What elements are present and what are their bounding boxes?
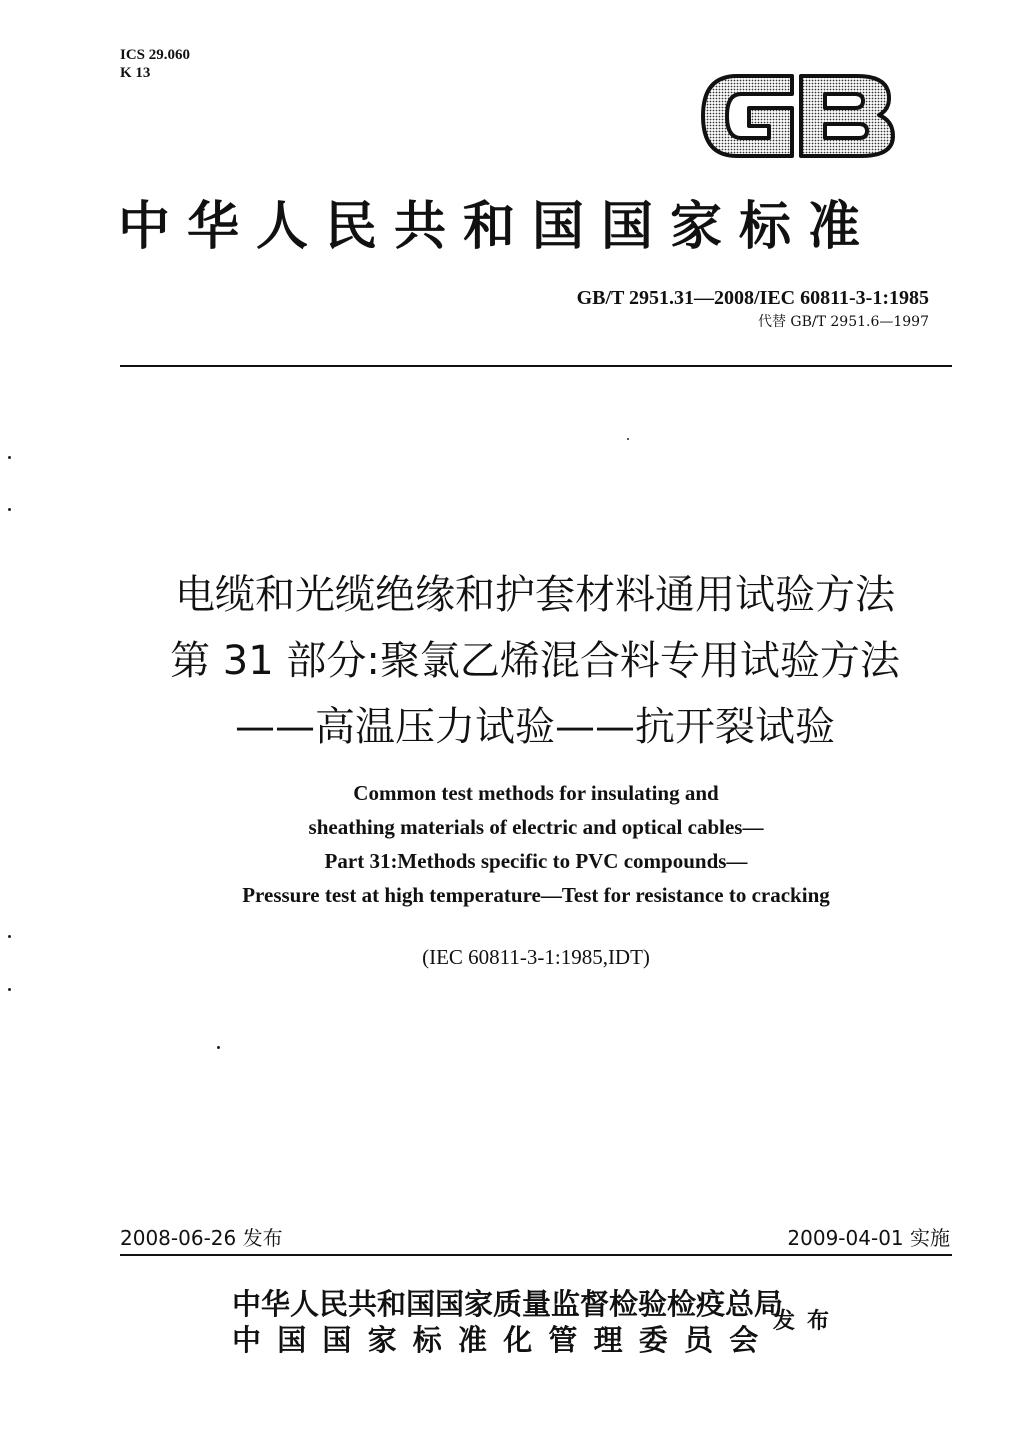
scan-speck — [8, 508, 11, 511]
national-standard-title: 中华人民共和国国家标准 — [118, 196, 878, 257]
issuer-aqsiq: 中华人民共和国国家质量监督检验检疫总局 — [232, 1287, 784, 1321]
scan-speck — [627, 438, 629, 440]
scan-speck — [217, 1046, 220, 1049]
replaces-standard: 代替 GB/T 2951.6—1997 — [757, 314, 929, 330]
scan-speck — [8, 935, 11, 938]
chinese-title — [100, 562, 970, 760]
iec-reference: (IEC 60811-3-1:1985,IDT) — [422, 945, 650, 969]
ccs-code: K 13 — [120, 65, 151, 81]
classification-codes — [120, 46, 190, 82]
scan-speck — [8, 988, 11, 991]
chinese-title-line-1: 电缆和光缆绝缘和护套材料通用试验方法 — [175, 572, 895, 618]
chinese-title-line-3: ——高温压力试验——抗开裂试验 — [235, 704, 835, 750]
ics-code: ICS 29.060 — [120, 47, 191, 63]
gb-logo — [697, 64, 897, 168]
chinese-title-line-2: 第 31 部分:聚氯乙烯混合料专用试验方法 — [170, 638, 900, 684]
english-title-line-3: Part 31:Methods specific to PVC compounds— — [324, 849, 748, 873]
english-title-line-4: Pressure test at high temperature—Test for resistance to cracking — [242, 883, 830, 907]
publish-label: 发布 — [773, 1308, 842, 1334]
bottom-divider — [120, 1254, 952, 1256]
english-title — [100, 776, 972, 912]
scan-speck — [8, 456, 11, 459]
english-title-line-1: Common test methods for insulating and — [353, 781, 719, 805]
issuing-authorities — [232, 1286, 783, 1358]
svg-text:GB: GB — [797, 124, 799, 125]
english-title-line-2: sheathing materials of electric and optical cables— — [308, 815, 764, 839]
implementation-date: 2009-04-01 实施 — [787, 1226, 950, 1250]
standard-number: GB/T 2951.31—2008/IEC 60811-3-1:1985 — [576, 287, 929, 309]
issuer-sac: 中国国家标准化管理委员会 — [232, 1323, 775, 1357]
top-divider — [120, 365, 952, 367]
issue-date: 2008-06-26 发布 — [120, 1226, 283, 1250]
